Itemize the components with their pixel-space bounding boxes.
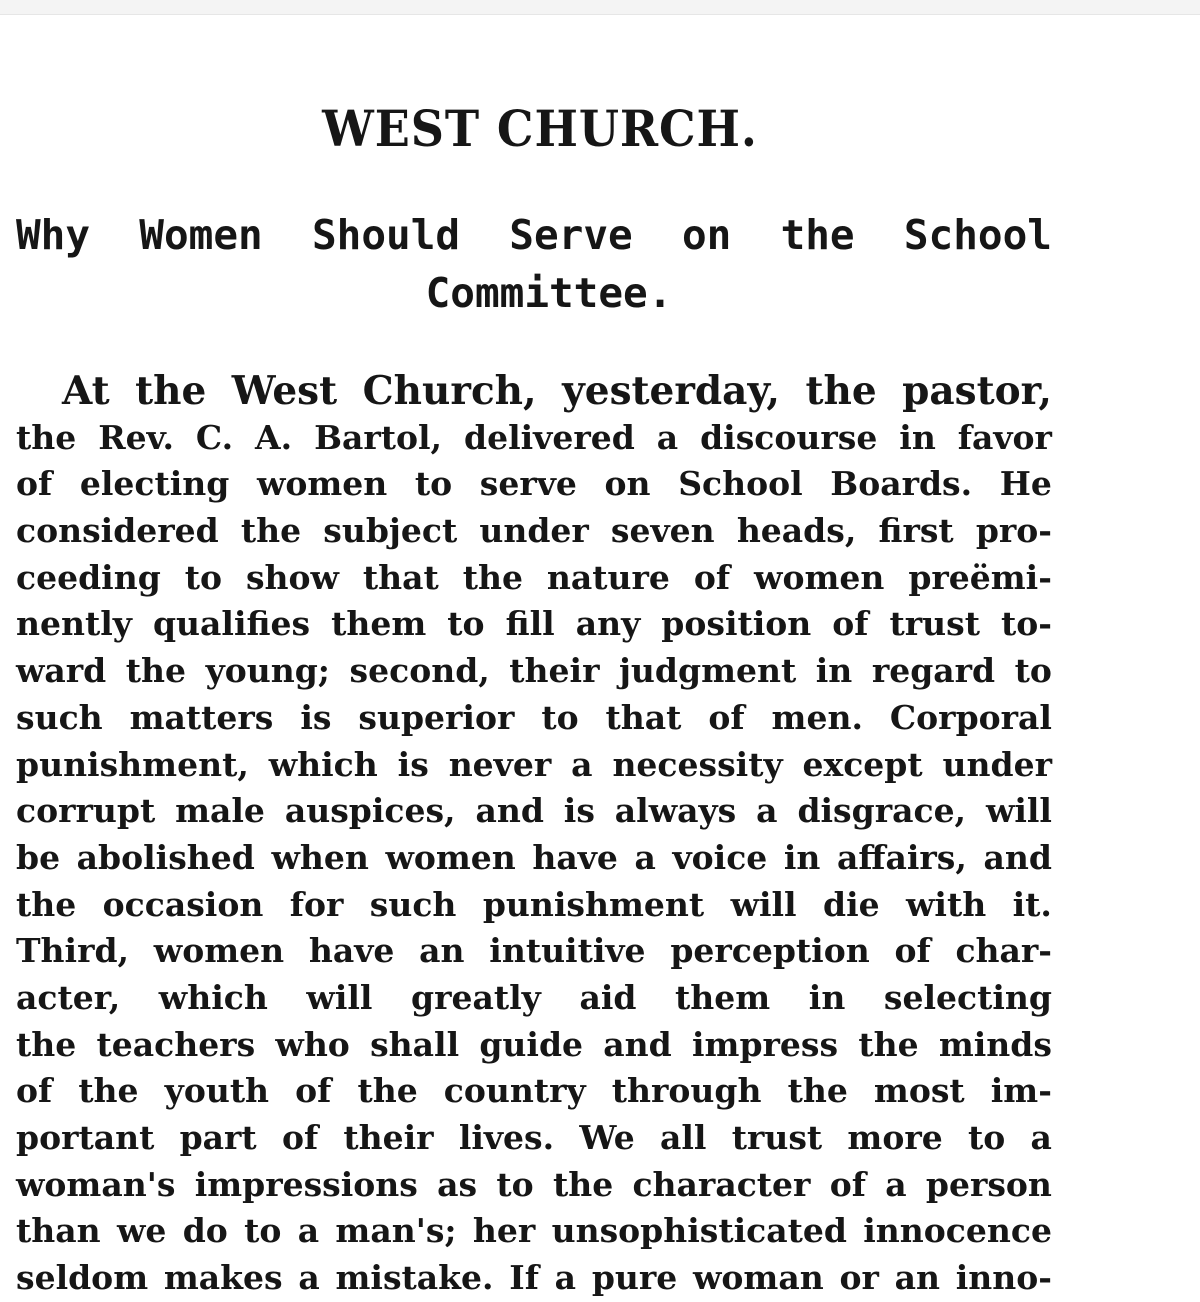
article-line xyxy=(16,368,1052,415)
article-word: under xyxy=(479,511,589,551)
article-word: or xyxy=(839,1258,879,1298)
article-word: yesterday, xyxy=(562,368,780,414)
article-line xyxy=(16,742,1052,789)
article-word: Bartol, xyxy=(314,417,443,457)
article-word: A. xyxy=(255,417,293,457)
article-word: impress xyxy=(692,1024,839,1064)
article-word: their xyxy=(509,651,600,691)
article-word: always xyxy=(614,791,737,831)
article-word: mistake. xyxy=(335,1258,494,1298)
article-line xyxy=(16,695,1052,742)
article-line xyxy=(16,1255,1052,1302)
article-word: women xyxy=(256,464,388,504)
article-word: innocence xyxy=(863,1211,1052,1251)
article-word: minds xyxy=(938,1024,1052,1064)
article-word: it. xyxy=(1012,884,1052,924)
article-word: woman's xyxy=(16,1164,176,1204)
article-word: favor xyxy=(957,417,1052,457)
article-word: Third, xyxy=(16,931,130,971)
article-word: necessity xyxy=(612,744,783,784)
article-word: to xyxy=(447,604,485,644)
article-word: intuitive xyxy=(489,931,646,971)
article-word: a xyxy=(656,417,679,457)
article-line xyxy=(16,461,1052,508)
article-word: punishment, xyxy=(16,744,249,784)
article-word: Corporal xyxy=(889,697,1052,737)
article-word: a xyxy=(756,791,778,831)
article-body xyxy=(16,368,1052,1302)
article-word: second, xyxy=(349,651,490,691)
article-word: impressions xyxy=(194,1164,418,1204)
subheadline-word: the xyxy=(780,211,855,259)
subheadline-line-2: Committee. xyxy=(425,269,673,317)
article-word: selecting xyxy=(883,977,1052,1017)
article-line xyxy=(16,835,1052,882)
article-line xyxy=(16,1022,1052,1069)
article-word: C. xyxy=(195,417,234,457)
article-word: of xyxy=(894,931,931,971)
article-word: is xyxy=(300,697,332,737)
article-word: ceeding xyxy=(16,557,161,597)
article-word: portant xyxy=(16,1118,155,1157)
article-word: as xyxy=(437,1164,478,1204)
article-word: the xyxy=(135,368,207,414)
article-word: that xyxy=(605,697,682,737)
article-word: shall xyxy=(370,1024,460,1064)
article-word: pro- xyxy=(975,511,1052,551)
subheadline-word: Women xyxy=(139,211,263,259)
article-word: the xyxy=(787,1071,848,1111)
article-word: of xyxy=(832,604,869,644)
article-word: greatly xyxy=(411,977,541,1017)
subheadline-word: on xyxy=(681,211,732,259)
article-word: an xyxy=(419,931,465,971)
article-word: is xyxy=(563,791,595,831)
article-word: trust xyxy=(731,1118,823,1157)
article-word: of xyxy=(295,1071,332,1111)
article-line xyxy=(16,975,1052,1022)
article-word: the xyxy=(858,1024,919,1064)
article-word: judgment xyxy=(618,651,797,691)
article-line xyxy=(16,555,1052,602)
article-word: heads, xyxy=(736,511,857,551)
article-word: their xyxy=(343,1118,434,1157)
article-word: subject xyxy=(323,511,458,551)
article-word: be xyxy=(16,837,61,877)
article-word: nently xyxy=(16,604,132,644)
article-word: of xyxy=(829,1164,866,1204)
article-word: position xyxy=(661,604,812,644)
article-word: the xyxy=(16,417,77,457)
article-word: fill xyxy=(505,604,555,644)
article-word: nature xyxy=(546,557,670,597)
article-word: perception xyxy=(670,931,870,971)
article-word: char- xyxy=(955,931,1052,971)
subheadline-word: Why xyxy=(16,211,91,259)
article-word: and xyxy=(603,1024,672,1064)
article-word: At xyxy=(62,368,110,414)
article-line xyxy=(16,1208,1052,1255)
article-word: have xyxy=(532,837,618,877)
article-word: all xyxy=(660,1118,707,1157)
article-word: them xyxy=(675,977,771,1017)
article-word: women xyxy=(754,557,885,597)
article-line xyxy=(16,1115,1052,1162)
article-word: which xyxy=(158,977,268,1017)
article-word: the xyxy=(552,1164,614,1204)
article-word: voice xyxy=(672,837,768,877)
article-word: seven xyxy=(610,511,715,551)
subheadline-word: Serve xyxy=(509,211,633,259)
article-word: men. xyxy=(771,697,863,737)
article-word: young; xyxy=(205,651,330,691)
article-word: youth xyxy=(164,1071,270,1111)
article-word: lives. xyxy=(458,1118,555,1157)
article-word: Boards. xyxy=(830,464,973,504)
article-word: will xyxy=(306,977,373,1017)
article-line xyxy=(16,601,1052,648)
article-word: ward xyxy=(16,651,107,691)
article-word: a xyxy=(297,1211,320,1251)
article-word: trust xyxy=(889,604,980,644)
article-word: that xyxy=(362,557,439,597)
article-word: pastor, xyxy=(902,368,1052,414)
article-line xyxy=(16,415,1052,462)
article-word: who xyxy=(275,1024,350,1064)
article-word: the xyxy=(125,651,187,691)
article-word: of xyxy=(16,464,53,504)
article-word: them xyxy=(331,604,427,644)
article-word: of xyxy=(281,1118,319,1157)
article-word: qualifies xyxy=(152,604,311,644)
article-word: to xyxy=(496,1164,534,1204)
article-word: He xyxy=(999,464,1052,504)
article-word: School xyxy=(678,464,803,504)
article-word: the xyxy=(240,511,302,551)
article-word: any xyxy=(575,604,641,644)
article-word: the xyxy=(16,1024,77,1064)
article-word: in xyxy=(815,651,853,691)
article-word: will xyxy=(730,884,797,924)
article-word: first xyxy=(878,511,954,551)
article-word: most xyxy=(873,1071,965,1111)
article-line xyxy=(16,1068,1052,1115)
article-word: will xyxy=(985,791,1052,831)
article-word: than xyxy=(16,1211,101,1251)
article-line xyxy=(16,882,1052,929)
article-word: inno- xyxy=(955,1258,1052,1298)
article-word: a xyxy=(1030,1118,1052,1157)
article-word: an xyxy=(894,1258,941,1298)
viewer-top-bar xyxy=(0,0,1200,15)
article-word: If xyxy=(509,1258,539,1298)
article-word: a xyxy=(554,1258,577,1298)
article-word: on xyxy=(604,464,651,504)
article-word: Rev. xyxy=(98,417,174,457)
article-word: We xyxy=(579,1118,635,1157)
article-word: country xyxy=(443,1071,586,1111)
article-word: makes xyxy=(163,1258,283,1298)
article-word: delivered xyxy=(464,417,635,457)
article-word: unsophisticated xyxy=(551,1211,847,1251)
article-word: through xyxy=(611,1071,762,1111)
article-word: do xyxy=(182,1211,228,1251)
newspaper-clipping xyxy=(16,96,1052,1302)
article-word: matters xyxy=(129,697,274,737)
article-word: considered xyxy=(16,511,219,551)
article-word: part xyxy=(179,1118,257,1157)
article-word: of xyxy=(16,1071,53,1111)
article-word: the xyxy=(78,1071,139,1111)
article-word: the xyxy=(462,557,523,597)
article-word: im- xyxy=(990,1071,1052,1111)
article-word: pure xyxy=(591,1258,678,1298)
article-word: character xyxy=(632,1164,811,1204)
article-word: of xyxy=(708,697,745,737)
article-word: to xyxy=(967,1118,1006,1157)
article-word: Church, xyxy=(362,368,537,414)
article-word: auspices, xyxy=(284,791,456,831)
article-word: to xyxy=(414,464,453,504)
article-word: the xyxy=(357,1071,418,1111)
article-word: to- xyxy=(1001,604,1052,644)
article-word: serve xyxy=(479,464,577,504)
article-word: a xyxy=(885,1164,907,1204)
article-word: women xyxy=(153,931,285,971)
article-word: guide xyxy=(479,1024,584,1064)
article-word: punishment xyxy=(482,884,705,924)
article-word: of xyxy=(693,557,731,597)
article-word: to xyxy=(244,1211,282,1251)
subheadline-word: Should xyxy=(311,211,461,259)
article-word: to xyxy=(184,557,222,597)
article-word: aid xyxy=(579,977,637,1017)
article-word: abolished xyxy=(76,837,255,877)
article-word: such xyxy=(369,884,457,924)
article-line xyxy=(16,1162,1052,1209)
article-word: woman xyxy=(693,1258,824,1298)
article-word: a xyxy=(571,744,593,784)
article-word: to xyxy=(541,697,579,737)
article-word: in xyxy=(783,837,821,877)
article-word: male xyxy=(175,791,265,831)
article-word: her xyxy=(472,1211,536,1251)
subheadline-line-1 xyxy=(16,206,1052,264)
article-word: the xyxy=(805,368,877,414)
article-word: teachers xyxy=(96,1024,256,1064)
article-word: the xyxy=(16,884,77,924)
article-word: we xyxy=(116,1211,167,1251)
subheadline-word: School xyxy=(903,211,1052,259)
article-word: West xyxy=(231,368,338,414)
article-word: superior xyxy=(358,697,515,737)
article-word: regard xyxy=(871,651,996,691)
article-word: a xyxy=(634,837,656,877)
article-word: to xyxy=(1014,651,1052,691)
subheadline xyxy=(16,206,1052,322)
article-word: electing xyxy=(79,464,230,504)
article-word: show xyxy=(245,557,339,597)
article-line xyxy=(16,928,1052,975)
headline: WEST CHURCH. xyxy=(322,99,758,158)
article-word: disgrace, xyxy=(797,791,967,831)
article-word: which xyxy=(268,744,378,784)
article-line xyxy=(16,788,1052,835)
article-word: seldom xyxy=(16,1258,149,1298)
article-word: discourse xyxy=(700,417,878,457)
article-word: with xyxy=(906,884,987,924)
article-word: have xyxy=(308,931,395,971)
article-word: in xyxy=(899,417,936,457)
article-word: and xyxy=(983,837,1052,877)
article-word: when xyxy=(271,837,369,877)
article-word: man's; xyxy=(335,1211,457,1251)
article-word: for xyxy=(289,884,344,924)
article-word: under xyxy=(942,744,1052,784)
article-word: such xyxy=(16,697,103,737)
article-word: a xyxy=(298,1258,320,1298)
article-word: person xyxy=(925,1164,1052,1204)
article-word: and xyxy=(475,791,544,831)
article-word: affairs, xyxy=(837,837,967,877)
article-word: women xyxy=(385,837,516,877)
article-word: corrupt xyxy=(16,791,156,831)
article-word: is xyxy=(397,744,429,784)
article-word: more xyxy=(847,1118,943,1157)
article-word: never xyxy=(448,744,552,784)
article-line xyxy=(16,508,1052,555)
article-line xyxy=(16,648,1052,695)
article-word: except xyxy=(802,744,923,784)
article-word: preëmi- xyxy=(908,557,1052,597)
article-word: in xyxy=(808,977,846,1017)
article-word: occasion xyxy=(102,884,264,924)
article-word: acter, xyxy=(16,977,121,1017)
article-word: die xyxy=(823,884,880,924)
